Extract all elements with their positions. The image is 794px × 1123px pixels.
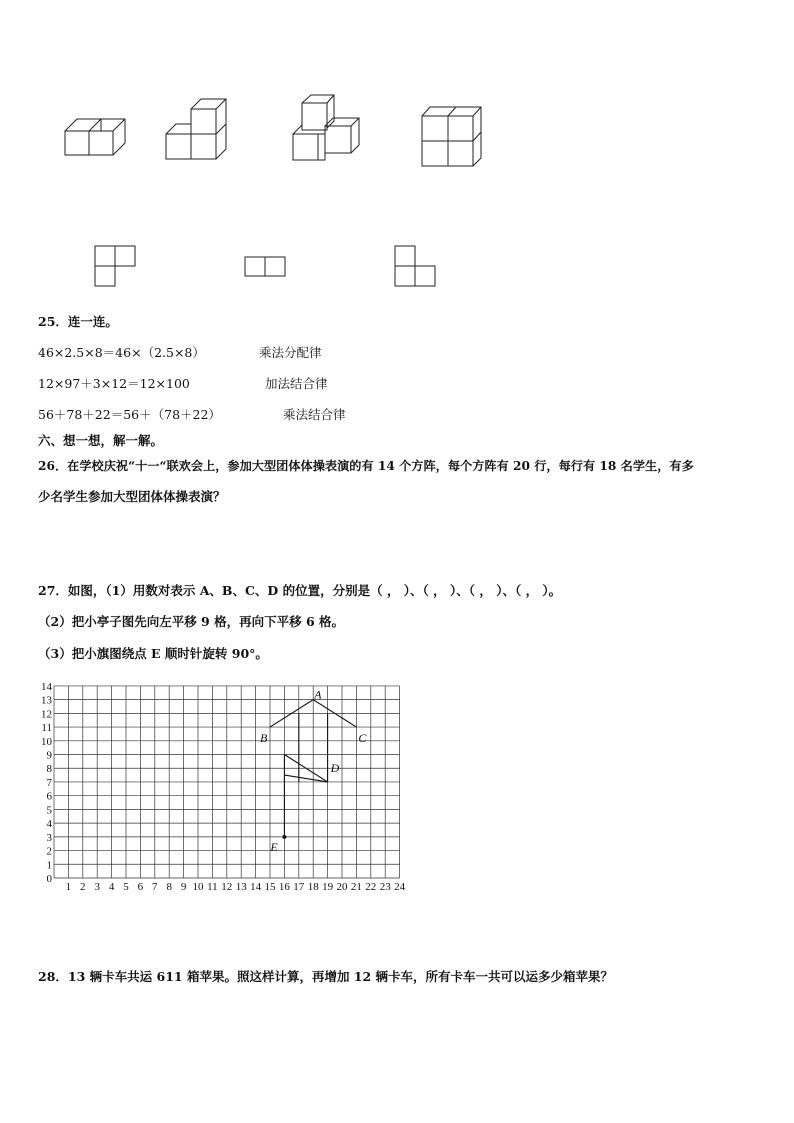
q25-title: 25．连一连。 xyxy=(38,314,118,329)
y-tick-label: 1 xyxy=(46,859,52,872)
y-tick-label: 13 xyxy=(41,694,52,707)
q27-line-3: （3）把小旗图绕点 E 顺时针旋转 90°。 xyxy=(38,646,268,661)
view-figure-3 xyxy=(395,246,435,286)
y-tick-label: 7 xyxy=(46,776,52,789)
q25-right-2: 加法结合律 xyxy=(265,376,328,391)
x-tick-label: 14 xyxy=(250,881,262,893)
q25-right-3: 乘法结合律 xyxy=(283,407,346,422)
view-figure-1 xyxy=(95,246,135,286)
y-tick-label: 5 xyxy=(46,804,52,817)
x-tick-label: 24 xyxy=(394,881,406,893)
q25-left-2: 12×97＋3×12＝12×100 xyxy=(38,376,190,391)
point-c-label: C xyxy=(358,730,367,745)
y-tick-label: 2 xyxy=(46,845,52,858)
y-tick-label: 4 xyxy=(46,818,52,831)
x-tick-label: 2 xyxy=(80,881,86,893)
y-tick-label: 3 xyxy=(46,831,52,844)
x-tick-label: 23 xyxy=(379,881,391,893)
q25-right-1: 乘法分配律 xyxy=(259,345,322,360)
x-tick-label: 19 xyxy=(322,881,334,893)
y-tick-label: 14 xyxy=(41,680,52,693)
cube-figure-4 xyxy=(422,107,481,166)
x-tick-label: 4 xyxy=(108,881,115,893)
x-tick-label: 7 xyxy=(152,881,158,893)
x-tick-label: 11 xyxy=(207,881,218,893)
q27-line-2: （2）把小亭子图先向左平移 9 格，再向下平移 6 格。 xyxy=(38,614,345,629)
x-tick-label: 3 xyxy=(94,881,100,893)
cube-figure-3 xyxy=(293,95,359,160)
coordinate-grid xyxy=(0,670,420,900)
view-figure-2 xyxy=(245,257,285,276)
y-tick-label: 12 xyxy=(41,708,52,721)
point-b-label: B xyxy=(260,730,268,745)
y-tick-label: 8 xyxy=(46,763,52,776)
x-tick-label: 8 xyxy=(166,881,172,893)
y-tick-label: 11 xyxy=(41,722,52,735)
x-tick-label: 6 xyxy=(137,881,144,893)
point-e-dot xyxy=(282,835,286,839)
y-tick-label: 10 xyxy=(41,735,52,748)
section-6-title: 六、想一想，解一解。 xyxy=(38,433,164,448)
q26-line-2: 少名学生参加大型团体体操表演？ xyxy=(38,489,226,504)
x-tick-label: 1 xyxy=(65,881,72,893)
x-tick-label: 12 xyxy=(221,881,233,893)
q28-text: 28．13 辆卡车共运 611 箱苹果。照这样计算，再增加 12 辆卡车，所有卡车一共可以运多少箱苹果？ xyxy=(38,969,614,984)
y-tick-label: 0 xyxy=(46,873,52,885)
cube-figure-2 xyxy=(166,99,226,159)
x-tick-label: 5 xyxy=(123,881,129,893)
q27-line-1: 27．如图，（1）用数对表示 A、B、C、D 的位置，分别是（ ， ）、（ ， ）、（ ， ）、（ ， ）。 xyxy=(38,583,562,598)
x-tick-label: 16 xyxy=(278,881,290,893)
q26-line-1: 26．在学校庆祝“十一“联欢会上，参加大型团体体操表演的有 14 个方阵，每个方阵有 20 行，每行有 18 名学生，有多 xyxy=(38,459,694,473)
x-tick-label: 22 xyxy=(365,881,377,893)
x-tick-label: 9 xyxy=(180,881,187,893)
x-tick-label: 17 xyxy=(293,881,305,893)
y-tick-label: 6 xyxy=(46,790,52,803)
x-tick-label: 15 xyxy=(264,881,276,893)
q25-left-1: 46×2.5×8＝46×（2.5×8） xyxy=(38,345,205,360)
flag-edge-bottom xyxy=(284,775,327,782)
point-a-label: A xyxy=(314,687,322,702)
y-tick-label: 9 xyxy=(46,749,52,762)
x-tick-label: 21 xyxy=(350,881,362,893)
q25-left-3: 56＋78＋22＝56＋（78＋22） xyxy=(38,407,221,422)
x-tick-label: 13 xyxy=(235,881,247,893)
x-tick-label: 10 xyxy=(192,881,204,893)
point-d-label: D xyxy=(330,761,340,776)
x-tick-label: 20 xyxy=(336,881,348,893)
point-e-label: E xyxy=(270,839,278,854)
cube-figure-1 xyxy=(65,119,125,155)
x-tick-label: 18 xyxy=(307,881,319,893)
cube-figures xyxy=(0,80,794,290)
